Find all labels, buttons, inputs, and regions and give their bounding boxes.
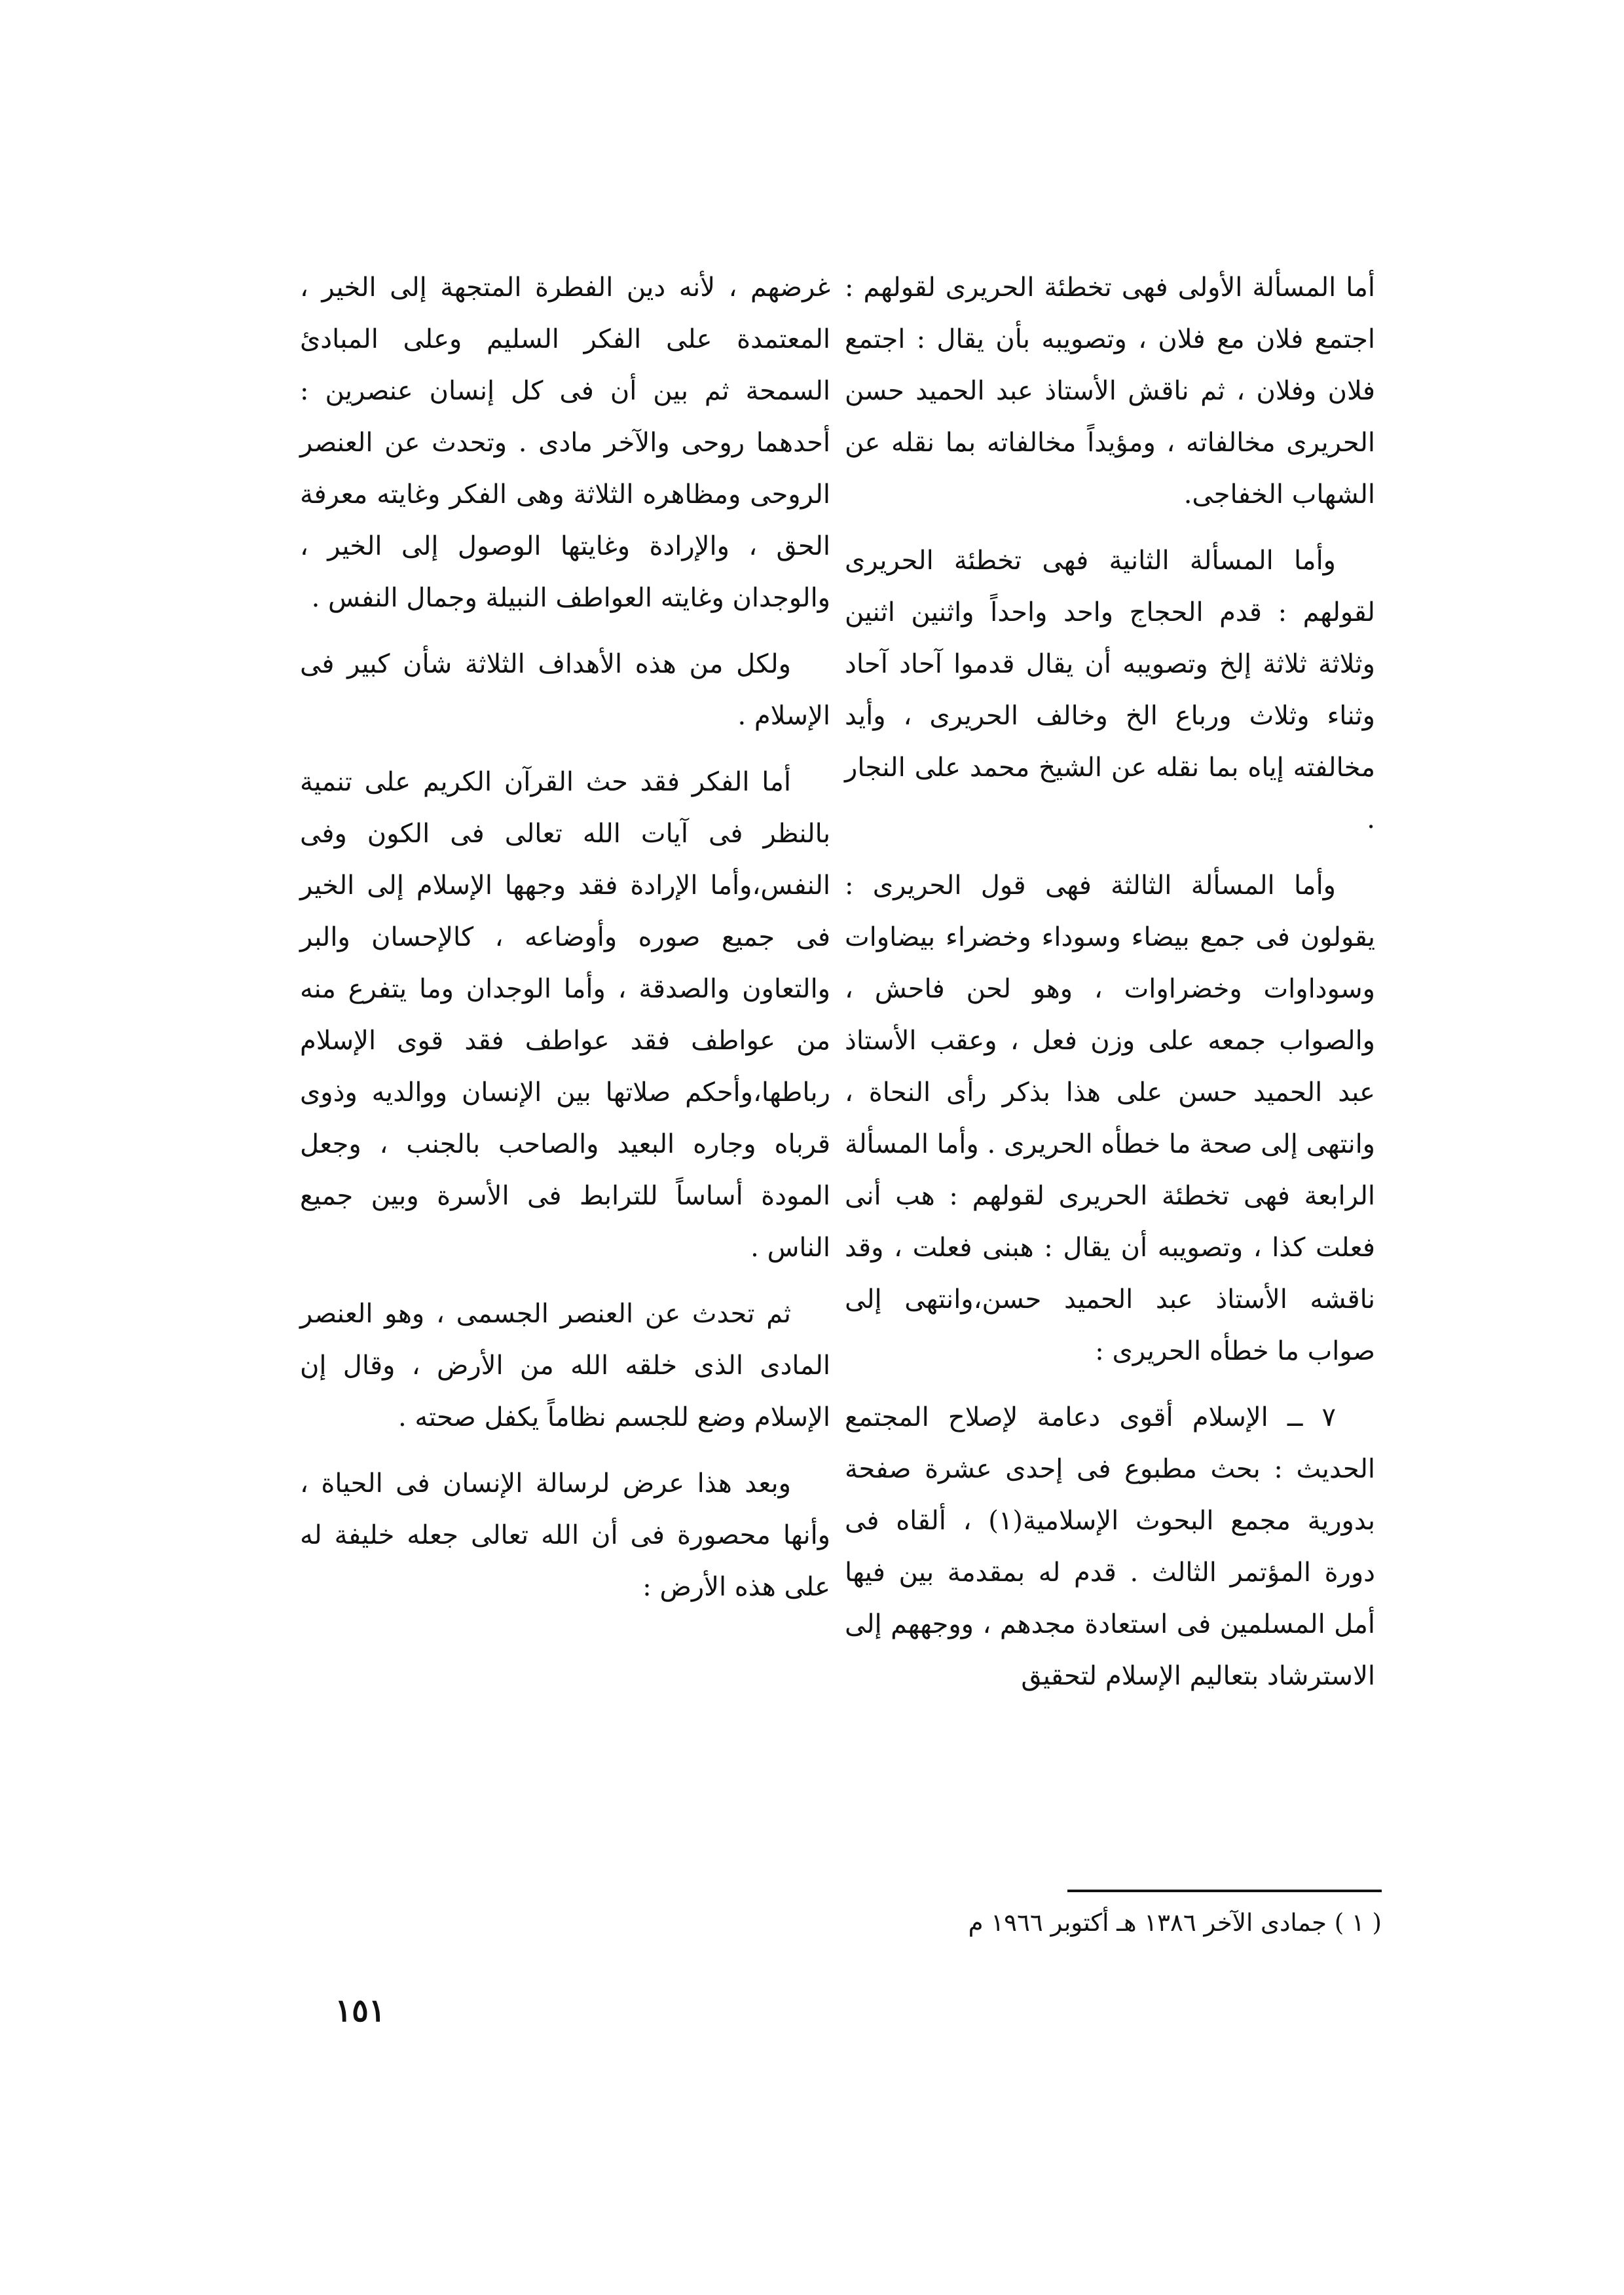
- paragraph: وأما المسألة الثانية فهى تخطئة الحريرى لقولهم : قدم الحجاج واحد واحداً واثنين اثنين وثلاثة ثلاثة إلخ وتصويبه أن يقال قدموا آحاد آحاد وثناء وثلاث ورباع الخ وخالف الحريرى ، وأيد مخالفته إياه بما نقله عن الشيخ محمد على النجار .: [845, 546, 1375, 834]
- left-column: [300, 262, 830, 1628]
- page-number: ١٥١: [335, 1992, 386, 2029]
- right-column: [845, 262, 1375, 1717]
- paragraph: أما المسألة الأولى فهى تخطئة الحريرى لقولهم : اجتمع فلان مع فلان ، وتصويبه بأن يقال : اجتمع فلان وفلان ، ثم ناقش الأستاذ عبد الحميد حسن الحريرى مخالفاته ، ومؤيداً مخالفاته بما نقله عن الشهاب الخفاجى.: [845, 272, 1375, 510]
- paragraph: ٧ ــ الإسلام أقوى دعامة لإصلاح المجتمع الحديث : بحث مطبوع فى إحدى عشرة صفحة بدورية مجمع البحوث الإسلامية(١) ، ألقاه فى دورة المؤتمر الثالث . قدم له بمقدمة بين فيها أمل المسلمين فى استعادة مجدهم ، ووجههم إلى الاسترشاد بتعاليم الإسلام لتحقيق: [845, 1402, 1375, 1691]
- footnote: ( ١ ) جمادى الآخر ١٣٨٦ هـ أكتوبر ١٩٦٦ م: [968, 1909, 1382, 1937]
- paragraph: وبعد هذا عرض لرسالة الإنسان فى الحياة ، وأنها محصورة فى أن الله تعالى جعله خليفة له على هذه الأرض :: [300, 1468, 830, 1602]
- paragraph: ولكل من هذه الأهداف الثلاثة شأن كبير فى الإسلام .: [300, 649, 830, 731]
- paragraph: أما الفكر فقد حث القرآن الكريم على تنمية بالنظر فى آيات الله تعالى فى الكون وفى النفس،وأما الإرادة فقد وجهها الإسلام إلى الخير فى جميع صوره وأوضاعه ، كالإحسان والبر والتعاون والصدقة ، وأما الوجدان وما يتفرع منه من عواطف فقد عواطف فقد قوى الإسلام رباطها،وأحكم صلاتها بين الإنسان ووالديه وذوى قرباه وجاره البعيد والصاحب بالجنب ، وجعل المودة أساساً للترابط فى الأسرة وبين جميع الناس .: [300, 767, 830, 1263]
- paragraph: وأما المسألة الثالثة فهى قول الحريرى : يقولون فى جمع بيضاء وسوداء وخضراء بيضاوات وسوداوات وخضراوات ، وهو لحن فاحش ، والصواب جمعه على وزن فعل ، وعقب الأستاذ عبد الحميد حسن على هذا بذكر رأى النحاة ، وانتهى إلى صحة ما خطأه الحريرى . وأما المسألة الرابعة فهى تخطئة الحريرى لقولهم : هب أنى فعلت كذا ، وتصويبه أن يقال : هبنى فعلت ، وقد ناقشه الأستاذ عبد الحميد حسن،وانتهى إلى صواب ما خطأه الحريرى :: [845, 870, 1375, 1366]
- paragraph: غرضهم ، لأنه دين الفطرة المتجهة إلى الخير ، المعتمدة على الفكر السليم وعلى المبادئ السمحة ثم بين أن فى كل إنسان عنصرين : أحدهما روحى والآخر مادى . وتحدث عن العنصر الروحى ومظاهره الثلاثة وهى الفكر وغايته معرفة الحق ، والإرادة وغايتها الوصول إلى الخير ، والوجدان وغايته العواطف النبيلة وجمال النفس .: [300, 272, 830, 613]
- footnote-divider: [1067, 1890, 1382, 1892]
- paragraph: ثم تحدث عن العنصر الجسمى ، وهو العنصر المادى الذى خلقه الله من الأرض ، وقال إن الإسلام وضع للجسم نظاماً يكفل صحته .: [300, 1299, 830, 1432]
